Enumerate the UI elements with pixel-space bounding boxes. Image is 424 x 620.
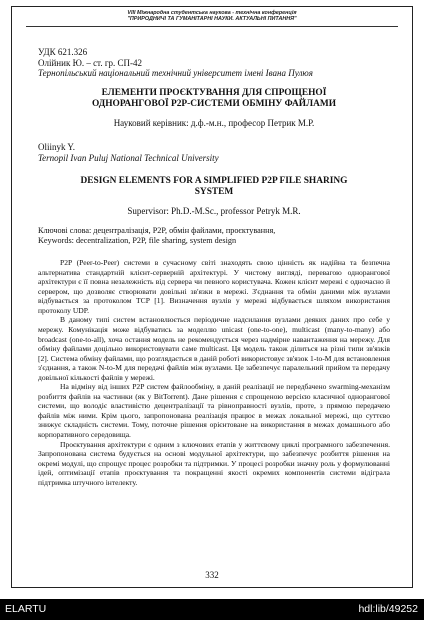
title-uk (38, 88, 390, 110)
paragraph: Проєктування архітектури є одним з ключових етапів у життєвому циклі програмного забезпечення. Запропонована система будується на основі модульної архітектури, що забезпечує розбиття рішення на окремі модулі, що спрощує процес розробки та підтримки. У процесі розробки значну роль у формулюванні ідей, оптимізації етапів проєктування та покращенні якості окремих компонентів системи відіграла підтримка штучного інтелекту. (38, 439, 390, 487)
title-uk-line-2: ОДНОРАНГОВОЇ P2P-СИСТЕМИ ОБМІНУ ФАЙЛАМИ (91, 98, 337, 109)
repository-footer (0, 599, 424, 620)
article-content (38, 47, 390, 487)
title-en-line-1: DESIGN ELEMENTS FOR A SIMPLIFIED P2P FILE SHARING (80, 175, 348, 186)
header-rule (26, 26, 398, 27)
author-block-en (38, 142, 390, 163)
affiliation-uk: Тернопільський національний технічний університет імені Івана Пулюя (38, 68, 313, 79)
article-body (38, 258, 390, 487)
supervisor-en: Supervisor: Ph.D.-M.Sc., professor Petryk M.R. (127, 205, 301, 216)
udc-code: УДК 621.326 (38, 47, 88, 57)
paragraph: P2P (Peer-to-Peer) системи в сучасному світі знаходять свою цінність як надійна та безпечна альтернатива стандартній клієнт-серверній архітектурі. У чистому вигляді, перевагою однорангової архітектури є її повна незалежність від сервера чи певного користувача. Кожен клієнт мережі є одночасно й сервером, що дозволяє створювати довільні зв'язки в мережі. З'єднання та обмін даними між вузлами відбувається за протоколом TCP [1]. Визначення вузлів у мережі відбувається шляхом використання протоколу UDP. (38, 258, 390, 315)
author-en: Oliinyk Y. (38, 142, 76, 153)
keywords-uk: Ключові слова: децентралізація, P2P, обмін файлами, проєктування, (38, 226, 276, 236)
affiliation-en: Ternopil Ivan Puluj National Technical University (38, 152, 219, 163)
repository-name: ELARTU (5, 603, 47, 615)
title-en-line-2: SYSTEM (194, 186, 234, 197)
conference-line-1: VIII Міжнародна студентська наукова - технічна конференція (127, 10, 297, 16)
conference-line-2: "ПРИРОДНИЧІ ТА ГУМАНІТАРНІ НАУКИ. АКТУАЛЬНІ ПИТАННЯ" (127, 16, 297, 23)
supervisor-uk: Науковий керівник: д.ф.-м.н., професор Петрик М.Р. (113, 117, 315, 128)
paragraph: На відміну від інших P2P систем файлообміну, в даній реалізації не передбачено swarming-механізм розбиття файлів на частинки (як у BitTorrent). Дане рішення є спрощеною версією класичної однорангової системи, що володіє властивістю децентралізації та рівноправності вузлів, проте, з прямою передачею файлів між ними. Крім цього, запропонована реалізація працює в межах локальної мережі, що суттєво знижує складність системи. Тому, поточне рішення орієнтоване на використання в межах домашнього або корпоративного середовища. (38, 382, 390, 439)
keywords-block (38, 226, 390, 246)
conference-header (12, 10, 412, 23)
page-number: 332 (205, 570, 219, 580)
author-uk: Олійник Ю. – ст. гр. СП-42 (38, 57, 143, 68)
keywords-en: Keywords: decentralization, P2P, file sharing, system design (38, 236, 237, 246)
handle-link[interactable]: hdl:lib/49252 (358, 603, 418, 615)
paragraph: В даному типі систем встановлюється періодичне надсилання вузлами деяких даних про себе у мережу. Комунікація може відбуватись за моделлю unicast (one-to-one), multicast (many-to-many) або broadcast (one-to-all), хоча остання модель не рекомендується через надмірне навантаження на мережу. Для обміну файлами доцільно використовувати саме multicast. Ця модель також ділиться на різні типи зв'язків [2]. Система обміну файлами, що розглядається в даній роботі використовує зв'язок 1-to-M для встановлення з'єднання, а також N-to-M для передачі файлів між вузлами. Це забезпечує паралельний прийом та передачу довільної кількості файлів у мережі. (38, 315, 390, 382)
title-en (38, 176, 390, 198)
title-uk-line-1: ЕЛЕМЕНТИ ПРОЄКТУВАННЯ ДЛЯ СПРОЩЕНОЇ (101, 87, 327, 98)
paper-page (11, 6, 413, 588)
